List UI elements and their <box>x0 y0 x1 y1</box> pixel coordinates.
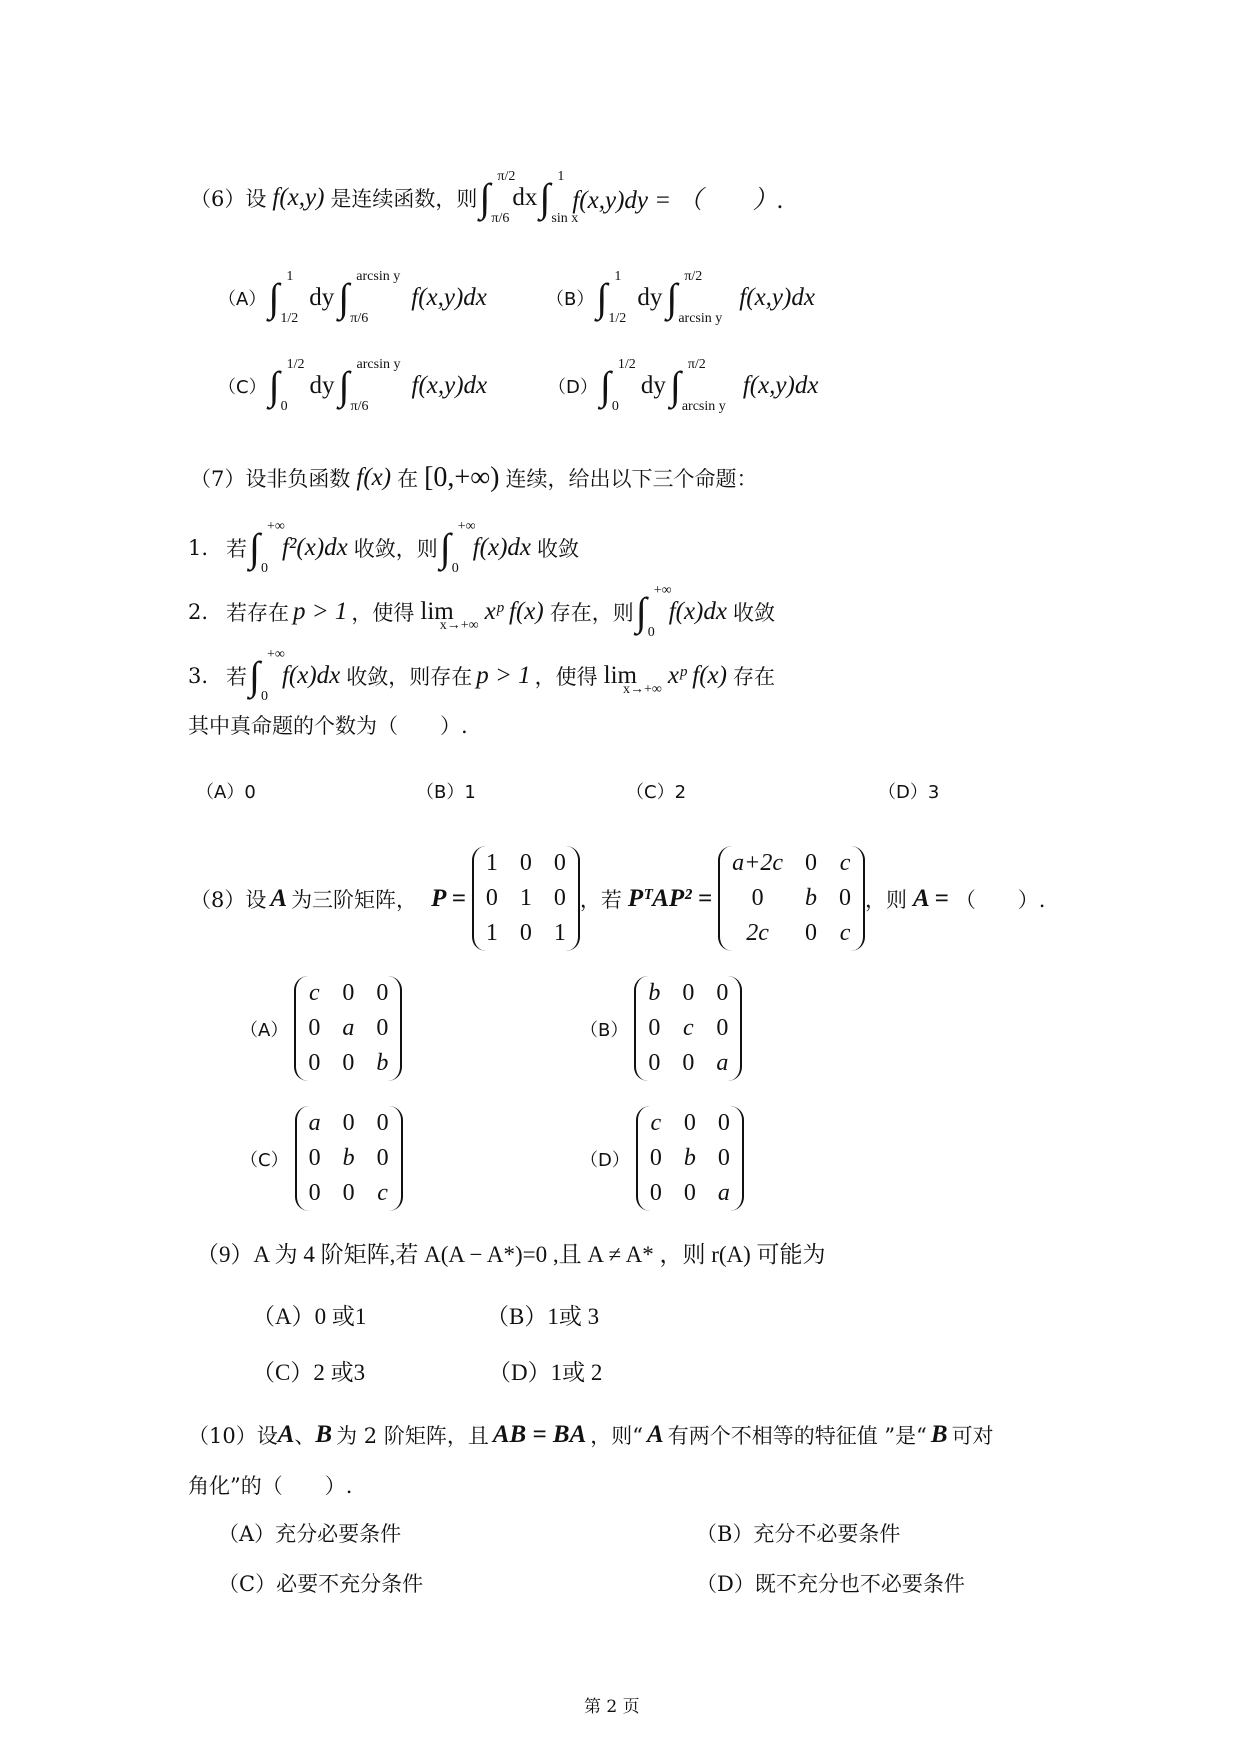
q9-option-b: （B）1或 3 <box>486 1304 600 1329</box>
matrix-cell: 0 <box>649 1145 662 1171</box>
lower-limit: 0 <box>261 689 268 704</box>
q9-option-c: （C）2 或3 <box>252 1360 366 1385</box>
q9-option-a: （A）0 或1 <box>252 1304 367 1329</box>
option-matrix <box>294 976 402 1081</box>
item-number: 3. <box>188 664 209 688</box>
lim: lim <box>603 662 637 689</box>
upper-limit: 1 <box>614 269 622 284</box>
text: 若存在 <box>226 601 289 625</box>
matrix-cell: a <box>308 1110 321 1136</box>
upper-limit: π/2 <box>684 269 703 284</box>
symbol-B: B <box>930 1421 948 1448</box>
differential: dy <box>309 284 335 311</box>
integral-sign: ∫ arcsin y π/6 <box>338 357 401 414</box>
matrix-cell: 0 <box>308 1145 321 1171</box>
matrix-cell: 0 <box>717 1110 730 1136</box>
lim-sub: x→+∞ <box>622 682 662 697</box>
matrix-cell: 0 <box>308 1015 321 1041</box>
matrix-cell: a <box>717 1180 730 1206</box>
q7-option-d: （D）3 <box>878 782 940 803</box>
text: （8）设 <box>190 887 267 912</box>
integrand: f²(x)dx <box>281 534 348 561</box>
q6-fxy: f(x,y) <box>272 184 325 211</box>
text: 收敛 <box>537 537 580 561</box>
q6-option-a <box>218 269 487 326</box>
q6-dx: dx <box>512 184 538 211</box>
matrix-cell: 0 <box>839 885 852 911</box>
matrix-cell: c <box>377 1180 388 1206</box>
upper-limit: 1 <box>557 169 565 184</box>
q7-option-b: （B）1 <box>416 782 476 803</box>
matrix-cell: 0 <box>683 1180 696 1206</box>
integral-sign: ∫ π/2 π/6 <box>479 169 516 226</box>
matrix-cell: 2c <box>746 920 769 946</box>
matrix-cell: 0 <box>376 1145 389 1171</box>
proposition-3 <box>188 647 775 704</box>
integral-sign: ∫ arcsin y π/6 <box>338 269 401 326</box>
text: 、 <box>294 1424 316 1448</box>
matrix-cell: a <box>342 1015 355 1041</box>
lower-limit: π/6 <box>350 311 369 326</box>
text: 若 <box>226 665 247 689</box>
page-number: 第 2 页 <box>584 1697 640 1717</box>
lower-limit: 0 <box>280 399 288 414</box>
upper-limit: π/2 <box>497 169 516 184</box>
proposition-1 <box>188 519 580 576</box>
q6-option-c <box>218 357 488 414</box>
matrix-cell: 0 <box>553 850 566 876</box>
lower-limit: 0 <box>261 561 268 576</box>
differential: dy <box>637 284 663 311</box>
question-9-stem: （9）A 为 4 阶矩阵,若 A(A − A*)=0 ,且 A ≠ A* ，则 r(A) 可能为 <box>196 1242 826 1267</box>
integrand: f(x,y)dx <box>742 372 819 399</box>
text: ，则“ <box>590 1424 644 1448</box>
q7-option-a: （A）0 <box>196 782 256 803</box>
integral-sign: ∫ π/2 arcsin y <box>669 357 726 414</box>
matrix-cell: 0 <box>648 1015 661 1041</box>
symbol-A: A <box>270 884 288 912</box>
text: 收敛，则存在 <box>346 665 473 689</box>
q7-interval: [0,+∞) <box>424 462 500 493</box>
q10-option-a: （A）充分必要条件 <box>218 1522 402 1546</box>
q7-question: 其中真命题的个数为（ ）. <box>188 714 468 738</box>
text: 若 <box>226 537 247 561</box>
symbol-ptap: PᵀAP² = <box>627 884 713 912</box>
lower-limit: 0 <box>451 561 459 576</box>
matrix-cell: 0 <box>376 1015 389 1041</box>
integrand: f(x)dx <box>472 534 532 561</box>
lower-limit: 0 <box>611 399 619 414</box>
option-label: （A） <box>218 289 267 310</box>
integral-sign: ∫ 1/2 0 <box>268 357 305 414</box>
text: ，使得 <box>534 665 598 689</box>
text: 可对 <box>951 1424 994 1448</box>
text: 有两个不相等的特征值 ”是“ <box>667 1424 927 1448</box>
matrix-cell: 0 <box>519 920 532 946</box>
integral-sign: ∫ 1/2 0 <box>599 357 636 414</box>
matrix-cell: c <box>839 920 851 946</box>
question-8-stem <box>190 846 1046 951</box>
text: （ ）. <box>954 887 1046 912</box>
text: ，则 <box>865 887 908 912</box>
differential: dy <box>309 372 335 399</box>
option-label: （C） <box>218 377 267 398</box>
lower-limit: 1/2 <box>608 311 627 326</box>
text: 存在，则 <box>549 601 634 625</box>
integral-sign: ∫ π/2 arcsin y <box>666 269 723 326</box>
matrix-cell: 0 <box>716 980 729 1006</box>
matrix-cell: 0 <box>342 980 355 1006</box>
integrand: f(x,y)dx <box>411 284 487 311</box>
item-number: 2. <box>188 600 209 624</box>
matrix-cell: a <box>716 1050 729 1076</box>
option-label: （D） <box>580 1149 630 1171</box>
integral-sign: ∫ +∞ 0 <box>249 647 285 704</box>
text: ，若 <box>579 887 622 912</box>
text: ，使得 <box>351 601 415 625</box>
text: 存在 <box>732 665 775 689</box>
text: 收敛，则 <box>353 537 438 561</box>
condition: p > 1 <box>293 598 348 625</box>
upper-limit: π/2 <box>687 357 706 372</box>
lower-limit: 1/2 <box>280 311 299 326</box>
matrix-cell: 0 <box>751 885 764 911</box>
question-6-stem <box>190 169 784 226</box>
q7-stem-a: （7）设非负函数 <box>190 467 351 491</box>
lower-limit: arcsin y <box>681 399 726 414</box>
matrix-cell: 0 <box>342 1180 355 1206</box>
matrix-cell: 1 <box>553 920 566 946</box>
matrix-cell: b <box>376 1050 389 1076</box>
integral-sign: ∫ 1 1/2 <box>268 269 299 326</box>
upper-limit: arcsin y <box>356 269 401 284</box>
matrix-cell: 0 <box>553 885 566 911</box>
q10-option-c: （C）必要不充分条件 <box>218 1572 424 1596</box>
q8-option-a <box>240 976 402 1081</box>
symbol-P: P = <box>431 884 466 912</box>
lim: lim <box>420 598 454 625</box>
q7-option-c: （C）2 <box>626 782 687 803</box>
q7-fx: f(x) <box>356 464 392 491</box>
expression: xᵖ f(x) <box>667 662 727 689</box>
item-number: 1. <box>188 536 209 560</box>
matrix-cell: 0 <box>805 920 818 946</box>
matrix-cell: b <box>805 885 818 911</box>
lower-limit: arcsin y <box>678 311 723 326</box>
integrand: f(x,y)dx <box>411 372 488 399</box>
matrix-cell: 0 <box>648 1050 661 1076</box>
integral-sign: ∫ 1 1/2 <box>596 269 627 326</box>
upper-limit: +∞ <box>653 583 672 598</box>
option-matrix <box>295 1106 403 1211</box>
lower-limit: π/6 <box>350 399 369 414</box>
matrix-cell: 0 <box>682 980 695 1006</box>
lower-limit: sin x <box>551 211 579 226</box>
lim-sub: x→+∞ <box>439 618 479 633</box>
q6-tail: f(x,y)dy = （ ）. <box>572 187 784 214</box>
matrix-cell: c <box>650 1110 662 1136</box>
upper-limit: 1/2 <box>617 357 636 372</box>
matrix-cell: 0 <box>519 850 532 876</box>
q6-option-d <box>548 357 819 414</box>
matrix-cell: 0 <box>683 1110 696 1136</box>
question-7-stem <box>190 462 757 494</box>
matrix-cell: b <box>648 980 661 1006</box>
matrix-cell: 1 <box>519 885 532 911</box>
matrix-cell: 1 <box>485 920 498 946</box>
matrix-cell: 0 <box>716 1015 729 1041</box>
matrix-cell: 0 <box>485 885 498 911</box>
integral-sign: ∫ +∞ 0 <box>635 583 672 640</box>
upper-limit: 1/2 <box>286 357 305 372</box>
q6-mid: 是连续函数，则 <box>330 187 478 211</box>
upper-limit: 1 <box>286 269 294 284</box>
option-label: （B） <box>580 1019 629 1041</box>
integrand: f(x)dx <box>281 662 341 689</box>
integral-sign: ∫ 1 sin x <box>539 169 579 226</box>
matrix-cell: c <box>839 850 851 876</box>
symbol-B: B <box>315 1421 333 1448</box>
proposition-2 <box>188 583 775 640</box>
text: 为三阶矩阵， <box>291 887 418 912</box>
matrix-cell: 0 <box>376 980 389 1006</box>
symbol-A: A <box>647 1421 664 1448</box>
matrix-cell: 0 <box>308 1180 321 1206</box>
matrix-cell: 1 <box>485 850 498 876</box>
q9-option-d: （D）1或 2 <box>488 1360 603 1385</box>
symbol-A: A <box>277 1421 295 1448</box>
q7-stem-b: 在 <box>397 467 419 491</box>
q7-stem-c: 连续，给出以下三个命题： <box>505 467 758 491</box>
option-label: （A） <box>240 1019 289 1041</box>
matrix-cell: b <box>342 1145 355 1171</box>
matrix-cell: 0 <box>805 850 818 876</box>
upper-limit: +∞ <box>267 519 285 534</box>
differential: dy <box>640 372 666 399</box>
integral-sign: ∫ +∞ 0 <box>249 519 285 576</box>
matrix-cell: c <box>683 1015 694 1041</box>
option-matrix <box>636 1106 744 1211</box>
upper-limit: arcsin y <box>356 357 401 372</box>
condition: p > 1 <box>476 662 531 689</box>
upper-limit: +∞ <box>457 519 476 534</box>
lower-limit: π/6 <box>491 211 510 226</box>
equation: AB = BA <box>492 1421 587 1448</box>
question-10-stem <box>188 1420 994 1450</box>
matrix-cell: 0 <box>376 1110 389 1136</box>
text: （10）设 <box>188 1424 278 1448</box>
matrix-cell: b <box>683 1145 696 1171</box>
matrix-cell: a+2c <box>732 850 784 876</box>
q8-option-b <box>580 976 742 1081</box>
integrand: f(x,y)dx <box>739 284 815 311</box>
integrand: f(x)dx <box>668 598 727 625</box>
q10-option-d: （D）既不充分也不必要条件 <box>696 1572 965 1596</box>
option-label: （D） <box>548 377 598 398</box>
integral-sign: ∫ +∞ 0 <box>439 519 476 576</box>
upper-limit: +∞ <box>267 647 285 662</box>
q8-option-d <box>580 1106 744 1211</box>
option-label: （C） <box>240 1149 289 1171</box>
q6-option-b <box>546 269 815 326</box>
text: 为 2 阶矩阵，且 <box>336 1424 489 1448</box>
matrix-cell: c <box>309 980 320 1006</box>
matrix-cell: 0 <box>342 1050 355 1076</box>
matrix-p <box>472 846 580 951</box>
q10-line2: 角化”的（ ）. <box>188 1474 353 1498</box>
matrix-cell: 0 <box>308 1050 321 1076</box>
q8-option-c <box>240 1106 403 1211</box>
expression: xᵖ f(x) <box>484 598 544 625</box>
symbol-A-eq: A = <box>913 884 949 912</box>
option-matrix <box>634 976 742 1081</box>
q10-option-b: （B）充分不必要条件 <box>696 1522 901 1546</box>
matrix-cell: 0 <box>649 1180 662 1206</box>
option-label: （B） <box>546 289 595 310</box>
matrix-cell: 0 <box>342 1110 355 1136</box>
matrix-cell: 0 <box>682 1050 695 1076</box>
q6-prefix: （6）设 <box>190 187 267 211</box>
matrix-cell: 0 <box>717 1145 730 1171</box>
matrix-result <box>718 846 865 951</box>
lower-limit: 0 <box>647 625 655 640</box>
text: 收敛 <box>732 601 775 625</box>
